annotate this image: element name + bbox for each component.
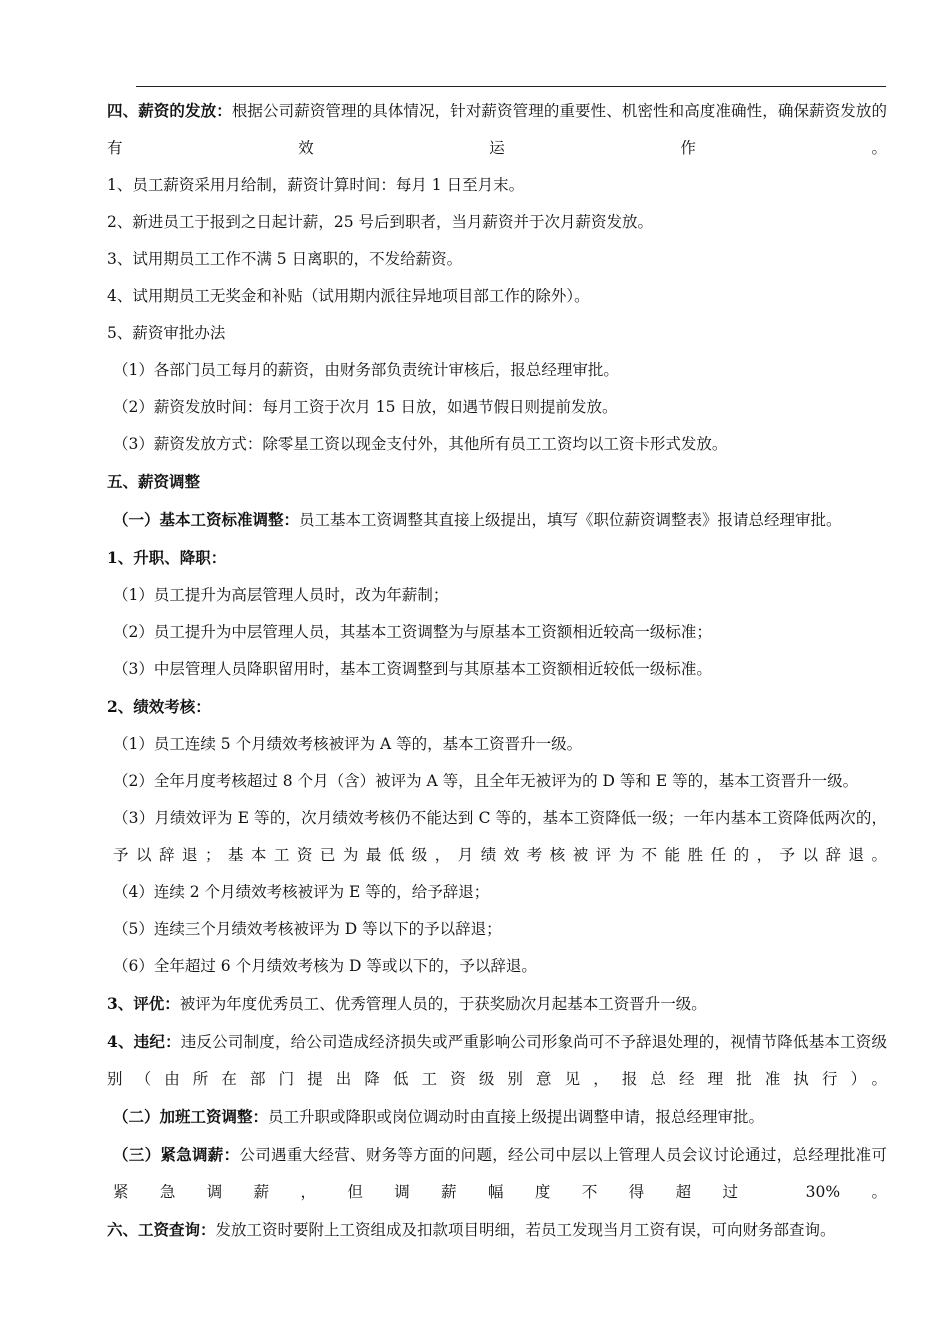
list-item: （2）全年月度考核超过 8 个月（含）被评为 A 等，且全年无被评为的 D 等和 E 等的，基本工资晋升一级。 (113, 772, 859, 790)
list-item: （4）连续 2 个月绩效考核被评为 E 等的，给予辞退； (113, 883, 490, 901)
section-6-salary-inquiry: 六、工资查询：发放工资时要附上工资组成及扣款项目明细，若员工发现当月工资有误，可向财务部查询。 (107, 1220, 836, 1239)
section-heading: 六、工资查询： (107, 1220, 216, 1239)
list-item: 2、新进员工于报到之日起计薪，25 号后到职者，当月薪资并于次月薪资发放。 (107, 213, 654, 231)
list-item: （1）员工提升为高层管理人员时，改为年薪制； (113, 586, 449, 604)
section-heading: 四、薪资的发放： (107, 101, 232, 120)
list-item: （5）连续三个月绩效考核被评为 D 等以下的予以辞退； (113, 920, 502, 938)
list-item: （2）薪资发放时间：每月工资于次月 15 日放，如遇节假日则提前发放。 (113, 398, 618, 416)
list-item: （1）员工连续 5 个月绩效考核被评为 A 等的，基本工资晋升一级。 (113, 735, 583, 753)
list-item: 4、试用期员工无奖金和补贴（试用期内派往异地项目部工作的除外）。 (107, 287, 590, 305)
section-heading: 五、薪资调整 (107, 472, 201, 491)
header-rule (136, 86, 886, 87)
list-item: （3）中层管理人员降职留用时，基本工资调整到与其原基本工资额相近较低一级标准。 (113, 660, 712, 678)
subsection-emergency: （三）紧急调薪：公司遇重大经营、财务等方面的问题，经公司中层以上管理人员会议讨论通过，总经理批准可紧急调薪，但调薪幅度不得超过 30%。 (113, 1145, 887, 1201)
list-item: （3）薪资发放方式：除零星工资以现金支付外，其他所有员工工资均以工资卡形式发放。 (113, 435, 728, 453)
list-item: 1、员工薪资采用月给制，薪资计算时间：每月 1 日至月末。 (107, 176, 525, 194)
document-body (107, 92, 887, 1249)
subsection-overtime: （二）加班工资调整：员工升职或降职或岗位调动时由直接上级提出调整申请，报总经理审批。 (113, 1107, 765, 1126)
list-item: （3）月绩效评为 E 等的，次月绩效考核仍不能达到 C 等的，基本工资降低一级；一年内基本工资降低两次的，予以辞退；基本工资已为最低级，月绩效考核被评为不能胜任的，予以辞退。 (113, 809, 887, 864)
list-item: （2）员工提升为中层管理人员，其基本工资调整为与原基本工资额相近较高一级标准； (113, 623, 712, 641)
section-5-salary-adjustment (107, 463, 887, 501)
list-item: （1）各部门员工每月的薪资，由财务部负责统计审核后，报总经理审批。 (113, 361, 619, 379)
list-item: （6）全年超过 6 个月绩效考核为 D 等或以下的，予以辞退。 (113, 957, 537, 975)
list-item: 5、薪资审批办法 (107, 324, 226, 342)
subheading-promotion: 1、升职、降职： (107, 548, 227, 567)
subheading-violation: 4、违纪：违反公司制度，给公司造成经济损失或严重影响公司形象尚可不予辞退处理的，视情节降低基本工资级别（由所在部门提出降低工资级别意见，报总经理批准执行）。 (107, 1032, 887, 1088)
section-4-salary-payment: 四、薪资的发放：根据公司薪资管理的具体情况，针对薪资管理的重要性、机密性和高度准确性，确保薪资发放的有效运作。 (107, 101, 887, 157)
subsection-base-salary: （一）基本工资标准调整：员工基本工资调整其直接上级提出，填写《职位薪资调整表》报请总经理审批。 (113, 510, 842, 529)
subheading-performance: 2、绩效考核： (107, 697, 211, 716)
list-item: 3、试用期员工工作不满 5 日离职的，不发给薪资。 (107, 250, 463, 268)
subheading-excellence: 3、评优：被评为年度优秀员工、优秀管理人员的，于获奖励次月起基本工资晋升一级。 (107, 994, 707, 1013)
